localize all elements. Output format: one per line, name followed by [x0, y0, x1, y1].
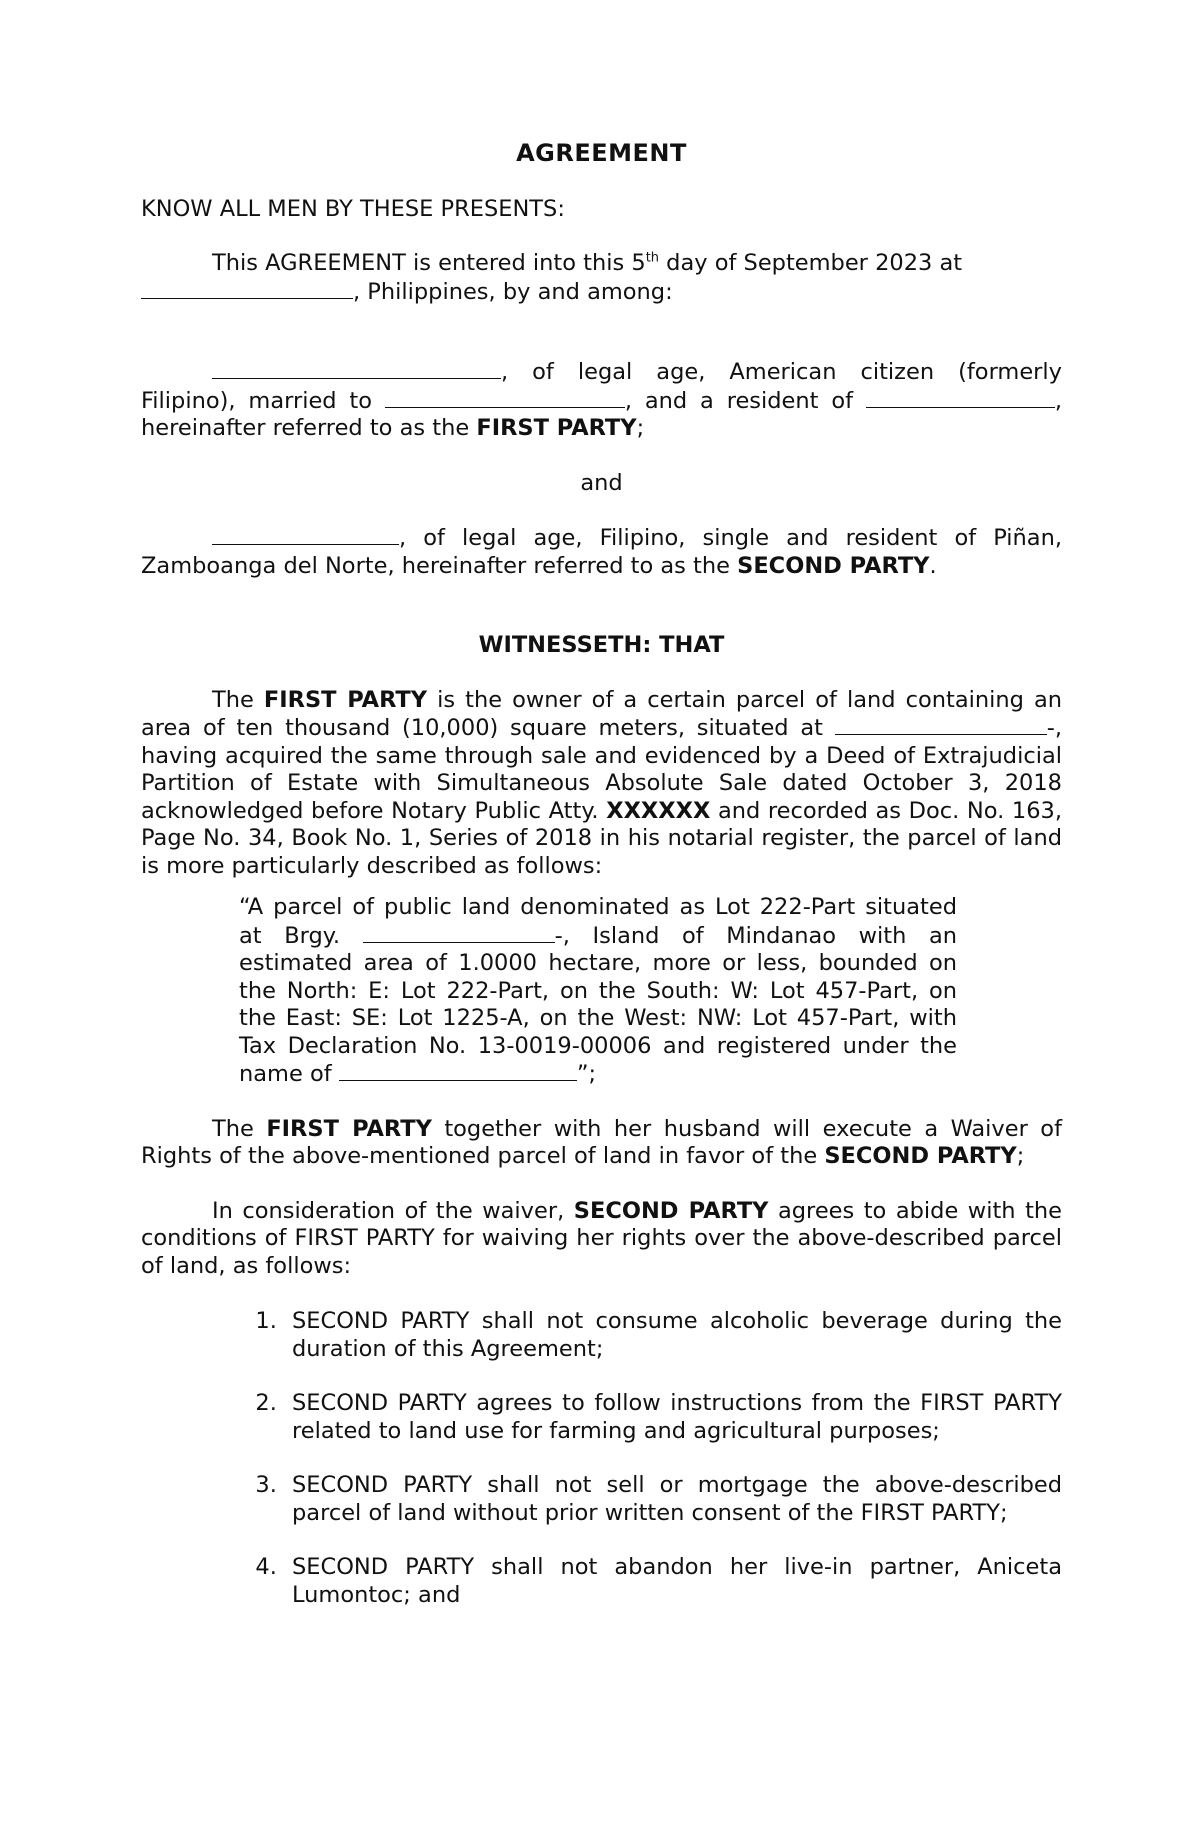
- salutation: KNOW ALL MEN BY THESE PRESENTS:: [141, 195, 565, 222]
- owner-the: The: [212, 686, 264, 713]
- condition-item: 3. SECOND PARTY shall not sell or mortgage the above-described parcel of land without prior written consent of the FIRST PARTY;: [284, 1472, 1062, 1527]
- owner-text-1: is the owner of a certain parcel of land containing an area of ten thousand (10,000) square meters, situated at: [141, 686, 1063, 741]
- intro-paragraph: [141, 250, 1062, 306]
- conditions-list: [141, 1308, 1062, 1609]
- intro-superscript: th: [645, 250, 660, 266]
- second-party-text-1: , of legal age, Filipino, single and resident of Piñan, Zamboanga del Norte, hereinafter referred to as the: [141, 525, 1062, 579]
- intro-line2: , Philippines, by and among:: [353, 278, 673, 305]
- place-blank-line: [141, 278, 353, 299]
- first-party-text-2: , and a resident of: [624, 387, 866, 414]
- first-party-text-3: , hereinafter referred to as the: [141, 387, 1063, 441]
- first-party-paragraph: [141, 358, 1062, 443]
- quote-text-3: ”;: [576, 1061, 597, 1087]
- first-party-residence-blank: [866, 387, 1055, 408]
- waiver-end: ;: [1016, 1143, 1025, 1169]
- consideration-second-party: SECOND PARTY: [573, 1197, 769, 1224]
- spouse-name-blank: [385, 387, 625, 408]
- quote-text-1: “A parcel of public land denominated as Lot 222-Part situated at Brgy.: [239, 894, 957, 949]
- consideration-text-1: In consideration of the waiver,: [212, 1197, 574, 1224]
- intro-pre: This AGREEMENT is entered into this 5: [212, 250, 646, 276]
- condition-item: 1. SECOND PARTY shall not consume alcoholic beverage during the duration of this Agreement;: [284, 1308, 1062, 1363]
- and-separator: and: [580, 469, 623, 496]
- consideration-paragraph: [141, 1198, 1062, 1281]
- document-title: AGREEMENT: [516, 139, 687, 167]
- waiver-second-party: SECOND PARTY: [824, 1143, 1017, 1169]
- consideration-text-2: agrees to abide with the conditions of FIRST PARTY for waiving her rights over the above-described parcel of land, as follows:: [141, 1197, 1062, 1279]
- owner-text-3: and recorded as Doc. No. 163, Page No. 34, Book No. 1, Series of 2018 in his notarial register, the parcel of land is more particularly described as follows:: [141, 797, 1062, 879]
- first-party-name-blank: [212, 358, 501, 379]
- land-description-quote: [239, 894, 957, 1089]
- owner-text-2: -, having acquired the same through sale and evidenced by a Deed of Extrajudicial Partition of Estate with Simultaneous Absolute Sale dated October 3, 2018 acknowledged before Notary Public Atty.: [141, 715, 1062, 824]
- waiver-paragraph: [141, 1116, 1062, 1171]
- first-party-end: ;: [636, 415, 645, 441]
- witnesseth-heading: WITNESSETH: THAT: [478, 632, 725, 658]
- land-location-blank: [835, 714, 1047, 735]
- registered-owner-blank: [339, 1060, 577, 1081]
- waiver-text-1: together with her husband will execute a Waiver of Rights of the above-mentioned parcel of land in favor of the: [141, 1115, 1062, 1169]
- first-party-text-1: , of legal age, American citizen (formerly Filipino), married to: [141, 359, 1062, 414]
- second-party-name-blank: [212, 524, 399, 545]
- owner-paragraph: [141, 687, 1062, 881]
- second-party-end: .: [929, 552, 937, 579]
- second-party-label: SECOND PARTY: [737, 552, 930, 579]
- waiver-first-party: FIRST PARTY: [266, 1115, 432, 1142]
- quote-text-2: -, Island of Mindanao with an estimated area of 1.0000 hectare, more or less, bounded on the North: E: Lot 222-Part, on the South: W: Lot 457-Part, on the East: SE: Lot 1225-A, on the West: NW: Lot 457-Part, with Tax Declaration No. 13-0019-00006 and registered under the name of: [239, 922, 957, 1087]
- condition-item: 2. SECOND PARTY agrees to follow instructions from the FIRST PARTY related to land use for farming and agricultural purposes;: [284, 1390, 1062, 1445]
- intro-post: day of September 2023 at: [659, 250, 963, 276]
- condition-item: 4. SECOND PARTY shall not abandon her live-in partner, Aniceta Lumontoc; and: [284, 1554, 1062, 1609]
- waiver-the: The: [212, 1115, 267, 1142]
- barangay-blank: [363, 922, 555, 943]
- owner-first-party: FIRST PARTY: [263, 686, 428, 713]
- notary-name: XXXXXX: [606, 797, 711, 824]
- first-party-label: FIRST PARTY: [476, 415, 637, 441]
- second-party-paragraph: [141, 524, 1062, 580]
